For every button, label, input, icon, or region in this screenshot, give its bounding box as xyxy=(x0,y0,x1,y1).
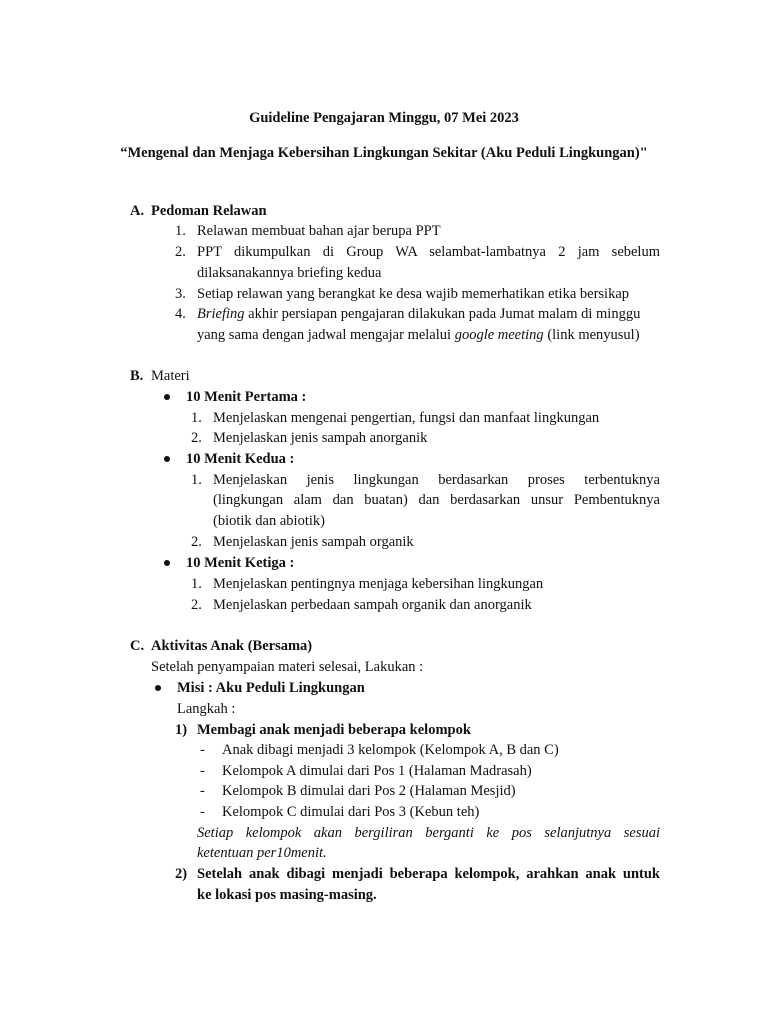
italic-text: google meeting xyxy=(454,327,544,343)
bullet-icon xyxy=(155,685,161,691)
list-number: 2. xyxy=(191,597,202,613)
steps-label: Langkah : xyxy=(177,701,236,717)
dash-marker: - xyxy=(200,763,205,779)
dash-marker: - xyxy=(200,804,205,820)
list-item-continued: dilaksanakannya briefing kedua xyxy=(197,265,382,281)
group-label: 10 Menit Ketiga : xyxy=(186,555,295,571)
list-item: Relawan membuat bahan ajar berupa PPT xyxy=(197,223,441,239)
section-b-heading: Materi xyxy=(151,368,190,384)
list-item: Menjelaskan pentingnya menjaga kebersihan lingkungan xyxy=(213,576,544,592)
section-a-marker: A. xyxy=(130,203,145,219)
list-item xyxy=(197,304,640,324)
mission-title: Misi : Aku Peduli Lingkungan xyxy=(177,680,365,696)
bullet-icon xyxy=(164,394,170,400)
bullet-icon xyxy=(164,456,170,462)
page-subtitle: “Mengenal dan Menjaga Kebersihan Lingkungan Sekitar (Aku Peduli Lingkungan)" xyxy=(120,145,648,161)
dash-marker: - xyxy=(200,742,205,758)
list-number: 2. xyxy=(191,534,202,550)
dash-item: Kelompok C dimulai dari Pos 3 (Kebun teh) xyxy=(222,804,480,820)
text-span: yang sama dengan jadwal mengajar melalui xyxy=(197,327,455,343)
section-c-intro: Setelah penyampaian materi selesai, Lakukan : xyxy=(151,659,424,675)
step-number: 1) xyxy=(175,722,188,738)
group-label: 10 Menit Pertama : xyxy=(186,389,307,405)
step-text: Membagi anak menjadi beberapa kelompok xyxy=(197,722,471,738)
step-text: Setelah anak dibagi menjadi beberapa kelompok, arahkan anak untuk xyxy=(197,866,660,882)
dash-item: Kelompok A dimulai dari Pos 1 (Halaman Madrasah) xyxy=(222,763,532,779)
bullet-icon xyxy=(164,560,170,566)
list-number: 2. xyxy=(191,430,202,446)
list-number: 1. xyxy=(175,223,186,239)
list-item-continued: (lingkungan alam dan buatan) dan berdasarkan unsur Pembentuknya xyxy=(213,492,660,508)
section-c-marker: C. xyxy=(130,638,145,654)
text-span: akhir persiapan pengajaran dilakukan pada Jumat malam di minggu xyxy=(244,306,641,322)
section-c-heading: Aktivitas Anak (Bersama) xyxy=(151,638,313,654)
text-span: (link menyusul) xyxy=(543,327,640,343)
list-item: PPT dikumpulkan di Group WA selambat-lambatnya 2 jam sebelum xyxy=(197,244,660,260)
page-title: Guideline Pengajaran Minggu, 07 Mei 2023 xyxy=(249,110,519,126)
list-item: Menjelaskan jenis lingkungan berdasarkan proses terbentuknya xyxy=(213,472,660,488)
group-label: 10 Menit Kedua : xyxy=(186,451,295,467)
step-number: 2) xyxy=(175,866,188,882)
dash-item: Kelompok B dimulai dari Pos 2 (Halaman Mesjid) xyxy=(222,783,516,799)
list-item: Menjelaskan mengenai pengertian, fungsi dan manfaat lingkungan xyxy=(213,410,600,426)
step-text-continued: ke lokasi pos masing-masing. xyxy=(197,887,377,903)
list-item: Menjelaskan jenis sampah anorganik xyxy=(213,430,428,446)
step-note: Setiap kelompok akan bergiliran berganti ke pos selanjutnya sesuai xyxy=(197,825,660,841)
list-item: Menjelaskan perbedaan sampah organik dan anorganik xyxy=(213,597,532,613)
list-number: 2. xyxy=(175,244,186,260)
list-number: 3. xyxy=(175,286,186,302)
dash-marker: - xyxy=(200,783,205,799)
list-item: Setiap relawan yang berangkat ke desa wajib memerhatikan etika bersikap xyxy=(197,286,630,302)
italic-text: Briefing xyxy=(197,306,245,322)
list-item-continued xyxy=(197,325,640,345)
list-item: Menjelaskan jenis sampah organik xyxy=(213,534,414,550)
section-a-heading: Pedoman Relawan xyxy=(151,203,267,219)
step-note-continued: ketentuan per10menit. xyxy=(197,845,327,861)
dash-item: Anak dibagi menjadi 3 kelompok (Kelompok A, B dan C) xyxy=(222,742,559,758)
list-number: 1. xyxy=(191,576,202,592)
list-number: 1. xyxy=(191,472,202,488)
list-number: 4. xyxy=(175,306,186,322)
list-number: 1. xyxy=(191,410,202,426)
list-item-continued: (biotik dan abiotik) xyxy=(213,513,325,529)
section-b-marker: B. xyxy=(130,368,144,384)
